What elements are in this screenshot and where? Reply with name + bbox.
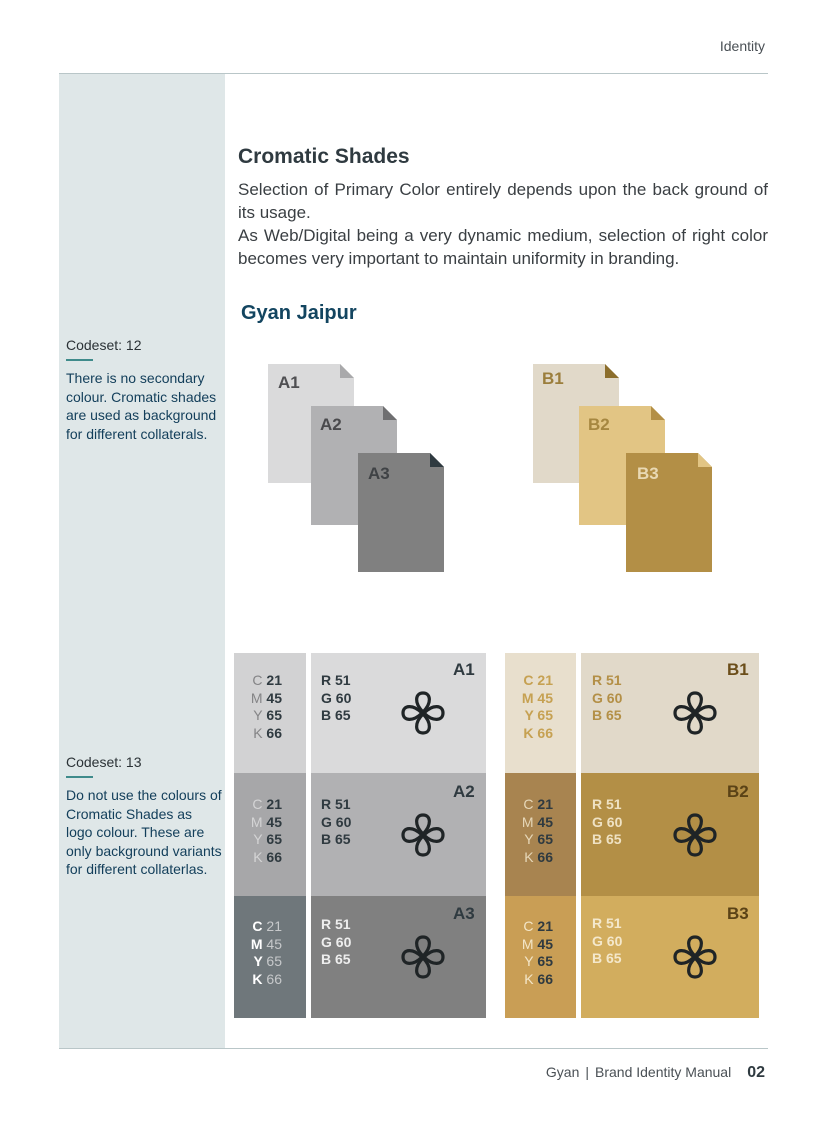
note-title: Codeset: 13 [66, 754, 142, 770]
footer-separator: | [585, 1064, 589, 1080]
sidebar [59, 74, 225, 1048]
swatch-a3-rgb-values: R 51 G 60 B 65 [321, 916, 352, 967]
gyan-logo-icon [400, 934, 446, 980]
document-b1-label: B1 [542, 369, 564, 388]
intro-paragraph-2: As Web/Digital being a very dynamic medium, selection of right color becomes very important to maintain uniformity in branding. [238, 226, 768, 268]
swatch-b3-rgb-values: R 51 G 60 B 65 [592, 915, 623, 966]
header-section-label: Identity [719, 38, 765, 54]
swatch-a3-label: A3 [453, 904, 475, 923]
section-title: Cromatic Shades [238, 145, 410, 168]
swatch-b2-rgb-values: R 51 G 60 B 65 [592, 796, 623, 847]
sidebar-note-codeset-12 [66, 337, 222, 443]
swatch-a2-cmyk-values: C 21 M 45 Y 65 K 66 [250, 796, 282, 865]
note-dash [66, 776, 93, 778]
brand-name: Gyan Jaipur [241, 302, 357, 324]
footer-brand: Gyan [545, 1064, 580, 1080]
swatch-b1-cmyk-values: C 21 M 45 Y 65 K 66 [521, 672, 553, 741]
swatch-b3-cmyk-values: C 21 M 45 Y 65 K 66 [521, 918, 553, 987]
gyan-logo-icon [672, 812, 718, 858]
note-dash [66, 359, 93, 361]
sidebar-note-codeset-13 [66, 754, 222, 879]
note-title: Codeset: 12 [66, 337, 142, 353]
bottom-rule [59, 1048, 768, 1049]
document-a1-label: A1 [278, 373, 300, 392]
swatch-a1-label: A1 [453, 660, 475, 679]
swatch-b1-label: B1 [727, 660, 749, 679]
note-body: Do not use the colours of Cromatic Shades as logo colour. These are only background variants for different collaterlas. [66, 787, 222, 877]
document-b2-label: B2 [588, 415, 610, 434]
swatch-a1-rgb-values: R 51 G 60 B 65 [321, 672, 352, 723]
footer-title: Brand Identity Manual [595, 1064, 732, 1080]
gyan-logo-icon [400, 812, 446, 858]
intro-paragraph-1: Selection of Primary Color entirely depends upon the back ground of its usage. [238, 180, 768, 222]
page-number: 02 [747, 1064, 765, 1081]
footer [546, 1064, 765, 1082]
gyan-logo-icon [672, 690, 718, 736]
swatch-b3-label: B3 [727, 904, 749, 923]
swatch-b1-rgb-values: R 51 G 60 B 65 [592, 672, 623, 723]
document-a3-label: A3 [368, 464, 390, 483]
document-a2-label: A2 [320, 415, 342, 434]
swatch-a3-cmyk-values: C 21 M 45 Y 65 K 66 [250, 918, 282, 987]
gyan-logo-icon [400, 690, 446, 736]
swatch-a1-cmyk-values: C 21 M 45 Y 65 K 66 [250, 672, 282, 741]
gyan-logo-icon [672, 934, 718, 980]
swatch-a2-label: A2 [453, 782, 475, 801]
swatch-a2-rgb-values: R 51 G 60 B 65 [321, 796, 352, 847]
swatch-b2-label: B2 [727, 782, 749, 801]
note-body: There is no secondary colour. Cromatic shades are used as background for different collaterals. [66, 370, 217, 442]
swatch-b2-cmyk-values: C 21 M 45 Y 65 K 66 [521, 796, 553, 865]
document-b3-label: B3 [637, 464, 659, 483]
